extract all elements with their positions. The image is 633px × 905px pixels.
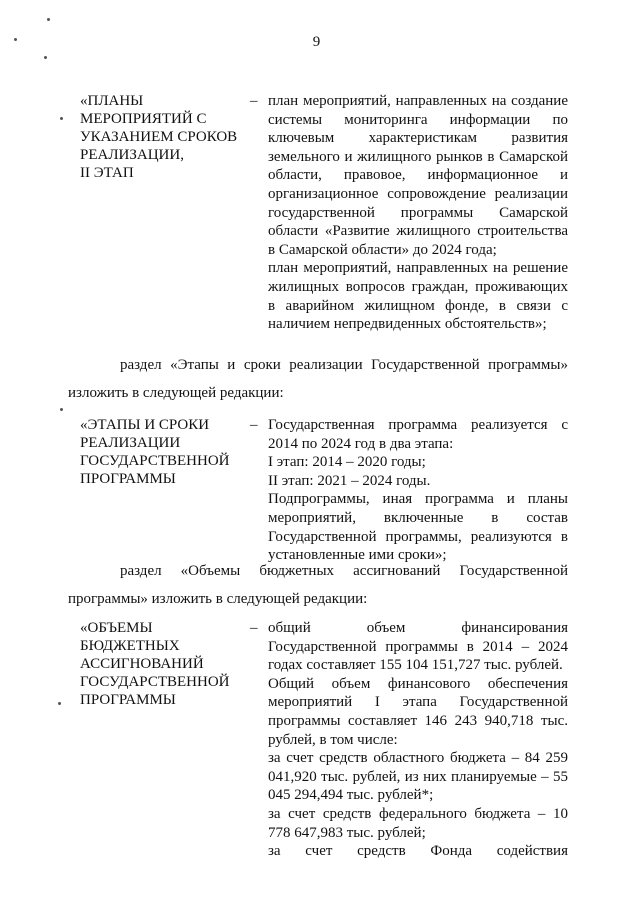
paragraph: Подпрограммы, иная программа и планы мероприятий, включенные в состав Государственной программы, реализуются в установленные ими сроки»;: [268, 491, 568, 564]
section-label: «ОБЪЕМЫ БЮДЖЕТНЫХ АССИГНОВАНИЙ ГОСУДАРСТВЕННОЙ ПРОГРАММЫ: [80, 620, 230, 708]
section-body: [268, 619, 568, 861]
paragraph: II этап: 2021 – 2024 годы.: [268, 472, 431, 489]
scan-mark: [60, 117, 63, 120]
section-label: «ПЛАНЫ МЕРОПРИЯТИЙ С УКАЗАНИЕМ СРОКОВ РЕАЛИЗАЦИИ, II ЭТАП: [80, 93, 238, 181]
dash: –: [250, 620, 258, 636]
paragraph: за счет средств Фонда содействия: [268, 843, 568, 860]
paragraph: I этап: 2014 – 2020 годы;: [268, 454, 426, 471]
dash: –: [250, 417, 258, 433]
paragraph: план мероприятий, направленных на решение жилищных вопросов граждан, проживающих в аварийном жилищном фонде, в связи с наличием непредвиденных обстоятельств»;: [268, 260, 568, 333]
scan-mark: [44, 56, 47, 59]
section-body: [268, 416, 568, 565]
paragraph: Общий объем финансового обеспечения мероприятий I этапа Государственной программы составляет 146 243 940,718 тыс. рублей, в том числе:: [268, 675, 568, 748]
page-number: 9: [312, 34, 321, 50]
section-body: [268, 92, 568, 334]
paragraph: общий объем финансирования Государственной программы в 2014 – 2024 годах составляет 155 104 151,727 тыс. рублей.: [268, 620, 568, 674]
paragraph: план мероприятий, направленных на создание системы мониторинга информации по ключевым характеристикам развития земельного и жилищного рынков в Самарской области, правовое, информационное и организационное сопровождение реализации государственной программы Самарской области «Развитие жилищного строительства в Самарской области» до 2024 года;: [268, 93, 568, 258]
scan-mark: [58, 702, 61, 705]
dash: –: [250, 93, 258, 109]
scan-mark: [47, 18, 50, 21]
paragraph: Государственная программа реализуется с 2014 по 2024 год в два этапа:: [268, 417, 568, 452]
scan-mark: [60, 408, 63, 411]
section-label: «ЭТАПЫ И СРОКИ РЕАЛИЗАЦИИ ГОСУДАРСТВЕННОЙ ПРОГРАММЫ: [80, 417, 230, 487]
instruction-paragraph: раздел «Этапы и сроки реализации Государственной программы» изложить в следующей редакции:: [68, 357, 568, 401]
paragraph: за счет средств федерального бюджета – 10 778 647,983 тыс. рублей;: [268, 805, 568, 841]
instruction-paragraph: раздел «Объемы бюджетных ассигнований Государственной программы» изложить в следующей редакции:: [68, 563, 568, 607]
paragraph: за счет средств областного бюджета – 84 259 041,920 тыс. рублей, из них планируемые – 55 045 294,494 тыс. рублей*;: [268, 750, 568, 804]
